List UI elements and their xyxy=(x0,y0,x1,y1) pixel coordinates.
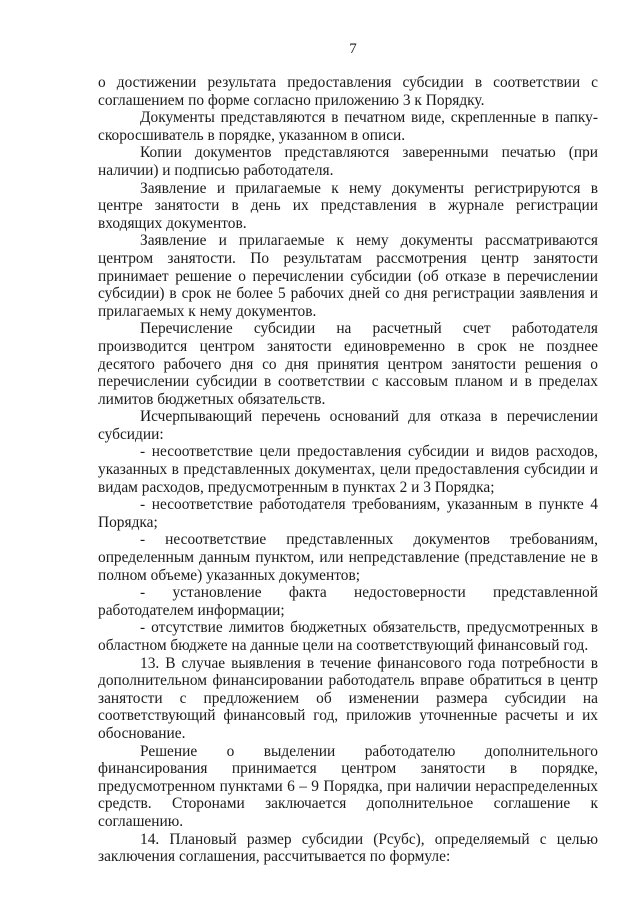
paragraph: Заявление и прилагаемые к нему документы рассматриваются центром занятости. По результатам рассмотрения центр занятости принимает решение о перечислении субсидии (об отказе в перечислении субсидии) в срок не более 5 рабочих дней со дня регистрации заявления и прилагаемых к нему документов. xyxy=(98,232,598,320)
paragraph: 14. Плановый размер субсидии (Рсубс), определяемый с целью заключения соглашения, рассчитывается по формуле: xyxy=(98,830,598,866)
list-item: - отсутствие лимитов бюджетных обязательств, предусмотренных в областном бюджете на данные цели на соответствующий финансовый год. xyxy=(98,619,598,654)
paragraph: Решение о выделении работодателю дополнительного финансирования принимается центром занятости в порядке, предусмотренном пунктами 6 – 9 Порядка, при наличии нераспределенных средств. Сторонами заключается дополнительное соглашение к соглашению. xyxy=(98,742,598,830)
list-item: - установление факта недостоверности представленной работодателем информации; xyxy=(98,584,598,619)
list-item: - несоответствие работодателя требованиям, указанным в пункте 4 Порядка; xyxy=(98,496,598,531)
document-body xyxy=(98,74,598,866)
paragraph: Заявление и прилагаемые к нему документы регистрируются в центре занятости в день их представления в журнале регистрации входящих документов. xyxy=(98,179,598,232)
paragraph: 13. В случае выявления в течение финансового года потребности в дополнительном финансировании работодатель вправе обратиться в центр занятости с предложением об изменении размера субсидии на соответствующий финансовый год, приложив уточненные расчеты и их обоснование. xyxy=(98,654,598,742)
page-number: 7 xyxy=(349,41,357,57)
paragraph: Перечисление субсидии на расчетный счет работодателя производится центром занятости единовременно в срок не позднее десятого рабочего дня со дня принятия центром занятости решения о перечислении субсидии в соответствии с кассовым планом и в пределах лимитов бюджетных обязательств. xyxy=(98,320,598,408)
paragraph: Исчерпывающий перечень оснований для отказа в перечислении субсидии: xyxy=(98,408,598,443)
list-item: - несоответствие цели предоставления субсидии и видов расходов, указанных в представленных документах, цели предоставления субсидии и видам расходов, предусмотренным в пунктах 2 и 3 Порядка; xyxy=(98,443,598,496)
list-item: - несоответствие представленных документов требованиям, определенным данным пунктом, или непредставление (представление не в полном объеме) указанных документов; xyxy=(98,531,598,584)
paragraph: о достижении результата предоставления субсидии в соответствии с соглашением по форме согласно приложению 3 к Порядку. xyxy=(98,74,598,109)
paragraph: Документы представляются в печатном виде, скрепленные в папку-скоросшиватель в порядке, указанном в описи. xyxy=(98,109,598,144)
paragraph: Копии документов представляются заверенными печатью (при наличии) и подписью работодателя. xyxy=(98,144,598,179)
